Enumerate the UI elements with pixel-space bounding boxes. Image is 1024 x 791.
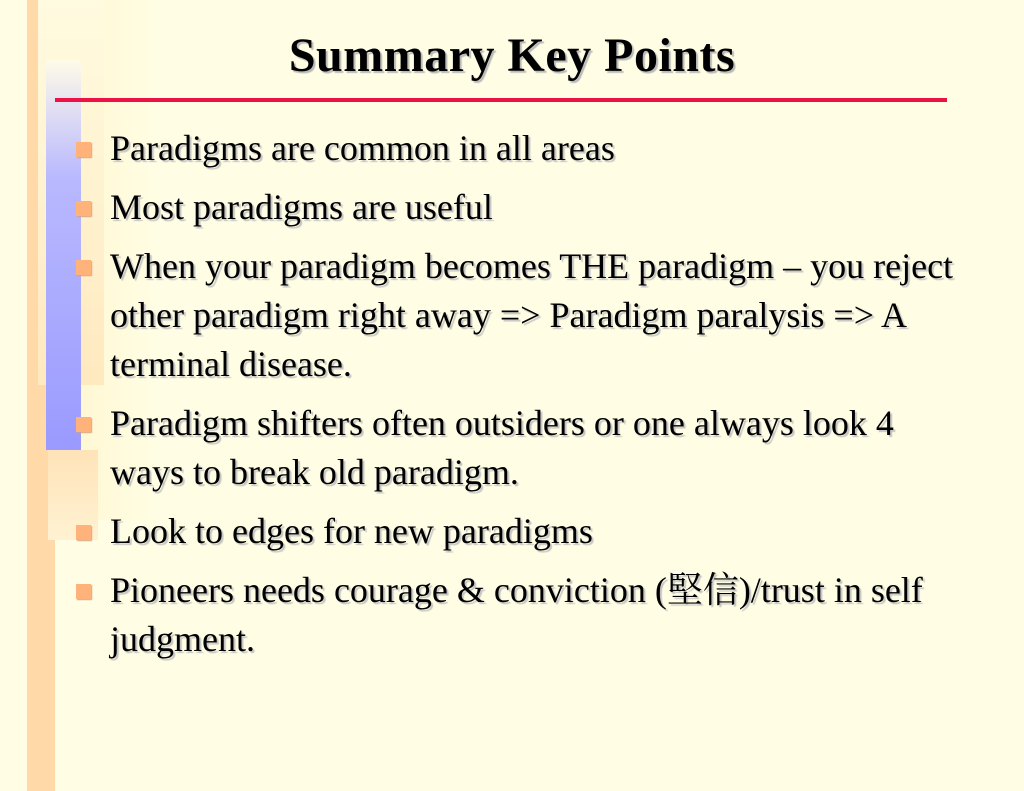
square-bullet-icon [76, 525, 91, 540]
square-bullet-icon [76, 417, 91, 432]
bullet-item [72, 242, 962, 389]
square-bullet-icon [76, 142, 91, 157]
slide-title: Summary Key Points [288, 29, 736, 82]
title-underline [55, 98, 947, 102]
square-bullet-icon [76, 260, 91, 275]
bullet-text: Pioneers needs courage & conviction (堅信)/trust in self judgment. [110, 570, 923, 659]
bullet-item [72, 124, 962, 173]
bullet-text: Paradigms are common in all areas [110, 128, 615, 168]
bullet-text: Look to edges for new paradigms [110, 511, 593, 551]
bullet-text: Most paradigms are useful [110, 187, 493, 227]
square-bullet-icon [76, 201, 91, 216]
bullet-item [72, 183, 962, 232]
bullet-text: Paradigm shifters often outsiders or one always look 4 ways to break old paradigm. [110, 403, 894, 492]
bullet-text: When your paradigm becomes THE paradigm – you reject other paradigm right away => Paradigm paralysis => A terminal disease. [110, 246, 954, 384]
bullet-item [72, 566, 962, 664]
bullet-list [72, 124, 962, 674]
square-bullet-icon [76, 584, 91, 599]
bullet-item [72, 507, 962, 556]
bullet-item [72, 399, 962, 497]
